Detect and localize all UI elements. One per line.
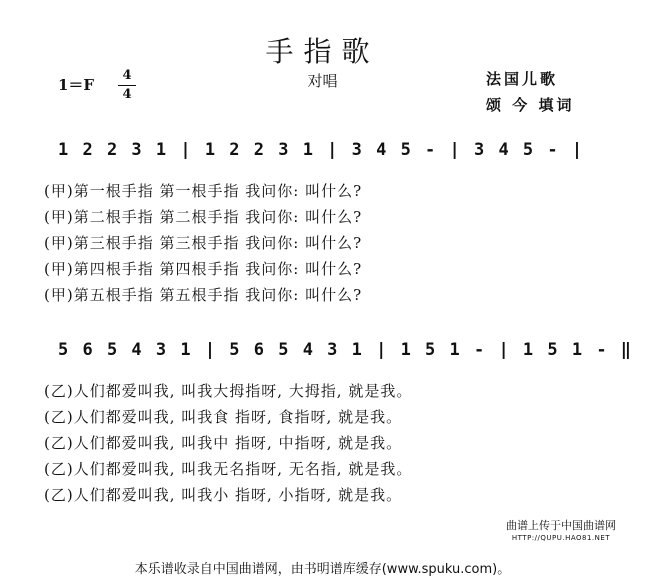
key-signature: 1＝F bbox=[58, 76, 95, 94]
notation-line-1: 1 2 2 3 1 | 1 2 2 3 1 | 3 4 5 - | 3 4 5 - | bbox=[58, 140, 585, 160]
watermark-line-1: 曲谱上传于中国曲谱网 bbox=[506, 519, 616, 532]
time-signature bbox=[118, 68, 136, 103]
lyric-line-yi-1: (乙)人们都爱叫我, 叫我大拇指呀, 大拇指, 就是我。 bbox=[44, 382, 413, 400]
song-title: 手指歌 bbox=[265, 35, 380, 68]
lyric-line-yi-4: (乙)人们都爱叫我, 叫我无名指呀, 无名指, 就是我。 bbox=[44, 460, 413, 478]
time-signature-top: 4 bbox=[122, 68, 132, 83]
lyric-line-yi-3: (乙)人们都爱叫我, 叫我中 指呀, 中指呀, 就是我。 bbox=[44, 434, 403, 452]
credit-lyricist: 颂 今 填词 bbox=[486, 96, 575, 114]
lyric-line-yi-5: (乙)人们都爱叫我, 叫我小 指呀, 小指呀, 就是我。 bbox=[44, 486, 403, 504]
time-signature-bar bbox=[118, 85, 136, 86]
lyric-line-jia-3: (甲)第三根手指 第三根手指 我问你: 叫什么? bbox=[44, 234, 363, 252]
lyric-line-jia-1: (甲)第一根手指 第一根手指 我问你: 叫什么? bbox=[44, 182, 363, 200]
notation-line-2: 5 6 5 4 3 1 | 5 6 5 4 3 1 | 1 5 1 - | 1 5 1 - ‖ bbox=[58, 340, 634, 360]
credit-origin: 法国儿歌 bbox=[486, 70, 559, 88]
watermark-line-2: HTTP://QUPU.HAO81.NET bbox=[511, 534, 611, 542]
song-subtitle: 对唱 bbox=[307, 72, 338, 90]
lyric-line-yi-2: (乙)人们都爱叫我, 叫我食 指呀, 食指呀, 就是我。 bbox=[44, 408, 403, 426]
lyric-line-jia-2: (甲)第二根手指 第二根手指 我问你: 叫什么? bbox=[44, 208, 363, 226]
time-signature-bottom: 4 bbox=[122, 87, 132, 102]
lyric-line-jia-4: (甲)第四根手指 第四根手指 我问你: 叫什么? bbox=[44, 260, 363, 278]
watermark bbox=[496, 519, 626, 545]
lyric-line-jia-5: (甲)第五根手指 第五根手指 我问你: 叫什么? bbox=[44, 286, 363, 304]
footer-note: 本乐谱收录自中国曲谱网，由书明谱库缓存(www.spuku.com)。 bbox=[134, 562, 511, 577]
